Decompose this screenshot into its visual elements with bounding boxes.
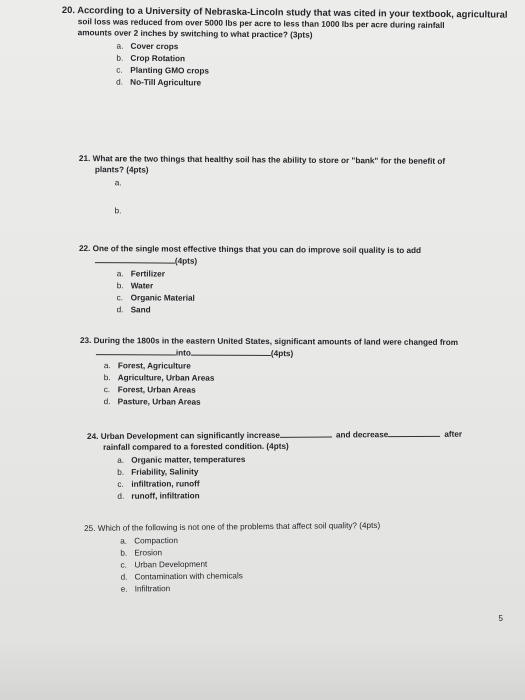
question-21 xyxy=(78,153,445,220)
option[interactable]: a. Cover crops xyxy=(116,41,179,52)
question-20-line-2: soil loss was reduced from over 5000 lbs per acre to less than 1000 lbs per acre during rainfall xyxy=(77,17,445,31)
question-23-line-2: into (4pts) xyxy=(96,346,458,360)
option[interactable]: b. Friability, Salinity xyxy=(117,467,199,477)
question-25-line-1: 25. Which of the following is not one of the problems that affect soil quality? (4pts) xyxy=(84,520,381,533)
question-20-options xyxy=(116,41,507,93)
question-23-options xyxy=(104,360,458,410)
answer-a[interactable]: a. xyxy=(114,178,122,188)
option[interactable]: c. Forest, Urban Areas xyxy=(103,385,196,395)
question-24-options xyxy=(117,453,462,503)
option[interactable]: a. Fertilizer xyxy=(116,269,165,279)
answer-b[interactable]: b. xyxy=(114,206,122,216)
option[interactable]: d. runoff, infiltration xyxy=(117,491,200,501)
answer-blank[interactable] xyxy=(95,254,175,263)
option[interactable]: d. No-Till Agriculture xyxy=(116,77,202,88)
option[interactable]: d. Sand xyxy=(116,305,151,315)
question-23-line-1: 23. During the 1800s in the eastern United States, significant amounts of land were changed from xyxy=(79,336,459,347)
answer-blank-1[interactable] xyxy=(96,346,176,355)
page-number: 5 xyxy=(498,614,503,623)
question-20-line-3: amounts over 2 inches by switching to what practice? (3pts) xyxy=(77,28,313,40)
option[interactable]: a. Compaction xyxy=(120,536,178,546)
question-20-line-1: 20. According to a University of Nebraska-Lincoln study that was cited in your textbook, agricultural xyxy=(61,4,508,20)
option[interactable]: a. Organic matter, temperatures xyxy=(117,455,246,465)
option[interactable]: b. Water xyxy=(116,281,154,291)
option[interactable]: a. Forest, Agriculture xyxy=(103,361,191,371)
option[interactable]: c. Urban Development xyxy=(120,559,208,570)
option[interactable]: b. Erosion xyxy=(120,548,163,558)
option[interactable]: e. Infiltration xyxy=(120,584,171,594)
option[interactable]: c. Organic Material xyxy=(116,293,195,303)
question-24-line-2: rainfall compared to a forested condition. (4pts) xyxy=(103,441,289,452)
option[interactable]: c. infiltration, runoff xyxy=(117,479,200,489)
option[interactable]: d. Pasture, Urban Areas xyxy=(103,397,201,407)
question-25 xyxy=(84,520,381,596)
option[interactable]: c. Planting GMO crops xyxy=(116,65,210,76)
question-24 xyxy=(87,428,462,503)
question-25-options xyxy=(120,533,381,596)
option[interactable]: b. Agriculture, Urban Areas xyxy=(103,373,215,383)
option[interactable]: d. Contamination with chemicals xyxy=(120,571,243,582)
question-20 xyxy=(61,4,507,93)
answer-blank-1[interactable] xyxy=(280,429,332,438)
question-22-line-1: 22. One of the single most effective things that you can do improve soil quality is to add xyxy=(78,243,422,256)
question-22 xyxy=(79,243,422,318)
question-23 xyxy=(80,335,458,410)
option[interactable]: b. Crop Rotation xyxy=(116,53,186,64)
question-21-line-1: 21. What are the two things that healthy soil has the ability to store or "bank" for the benefit of xyxy=(78,153,446,166)
question-22-line-2: (4pts) xyxy=(95,254,421,268)
question-24-line-1: 24. Urban Development can significantly increase and decrease after xyxy=(87,429,463,441)
answer-blank-2[interactable] xyxy=(191,347,271,356)
bottom-shadow xyxy=(0,640,525,700)
answer-blank-2[interactable] xyxy=(388,428,440,437)
question-21-line-2: plants? (4pts) xyxy=(94,165,149,175)
question-22-options xyxy=(117,268,421,318)
